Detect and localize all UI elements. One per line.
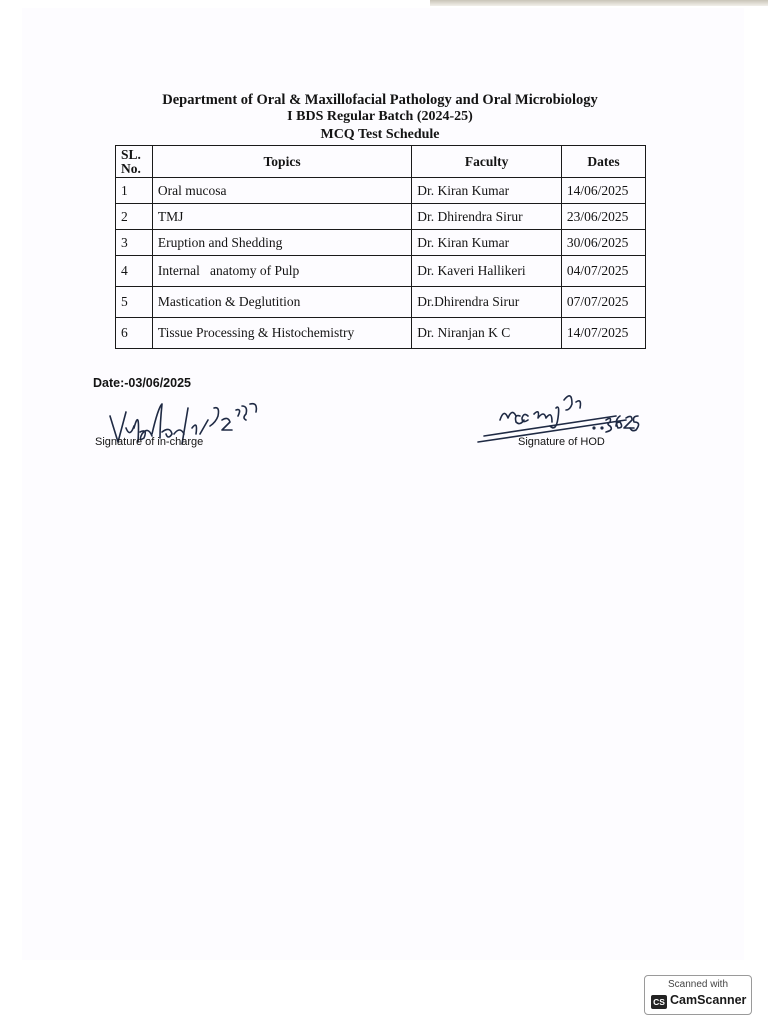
table-row: [116, 318, 646, 349]
cell-faculty: Dr. Kaveri Hallikeri: [412, 256, 562, 287]
hod-signature-label: Signature of HOD: [518, 436, 605, 448]
table-row: [116, 178, 646, 204]
column-header-faculty: Faculty: [412, 146, 562, 178]
cell-topic: Mastication & Deglutition: [152, 287, 411, 318]
incharge-signature-label: Signature of in-charge: [95, 436, 204, 448]
batch-heading: I BDS Regular Batch (2024-25): [287, 109, 473, 124]
schedule-title: MCQ Test Schedule: [320, 127, 440, 142]
cell-date: 14/06/2025: [561, 178, 645, 204]
cell-faculty: Dr. Dhirendra Sirur: [412, 204, 562, 230]
cell-topic: Eruption and Shedding: [152, 230, 411, 256]
table-row: [116, 287, 646, 318]
cell-sl: 2: [116, 204, 153, 230]
cell-sl: 6: [116, 318, 153, 349]
cell-topic: Internal anatomy of Pulp: [152, 256, 411, 287]
table-row: [116, 230, 646, 256]
cell-faculty: Dr. Niranjan K C: [412, 318, 562, 349]
table-row: [116, 256, 646, 287]
incharge-signature: [104, 398, 264, 458]
camscanner-logo-icon: CS: [651, 995, 667, 1009]
cell-sl: 1: [116, 178, 153, 204]
cell-faculty: Dr. Kiran Kumar: [412, 178, 562, 204]
cell-topic: Tissue Processing & Histochemistry: [152, 318, 411, 349]
cell-sl: 4: [116, 256, 153, 287]
column-header-sl-no: SL. No.: [116, 146, 153, 178]
scan-edge-shadow: [430, 0, 768, 6]
cell-date: 30/06/2025: [561, 230, 645, 256]
cell-date: 23/06/2025: [561, 204, 645, 230]
issue-date: Date:-03/06/2025: [93, 376, 191, 390]
cell-date: 07/07/2025: [561, 287, 645, 318]
column-header-topics: Topics: [152, 146, 411, 178]
camscanner-watermark: [644, 975, 752, 1015]
watermark-caption: Scanned with: [667, 979, 729, 990]
schedule-table: [115, 145, 646, 349]
column-header-dates: Dates: [561, 146, 645, 178]
cell-sl: 3: [116, 230, 153, 256]
watermark-brand: CamScanner: [670, 993, 747, 1007]
cell-date: 14/07/2025: [561, 318, 645, 349]
cell-faculty: Dr. Kiran Kumar: [412, 230, 562, 256]
table-header-row: [116, 146, 646, 178]
cell-faculty: Dr.Dhirendra Sirur: [412, 287, 562, 318]
cell-topic: TMJ: [152, 204, 411, 230]
cell-date: 04/07/2025: [561, 256, 645, 287]
cell-topic: Oral mucosa: [152, 178, 411, 204]
table-row: [116, 204, 646, 230]
cell-sl: 5: [116, 287, 153, 318]
department-heading: Department of Oral & Maxillofacial Pathology and Oral Microbiology: [162, 92, 598, 108]
